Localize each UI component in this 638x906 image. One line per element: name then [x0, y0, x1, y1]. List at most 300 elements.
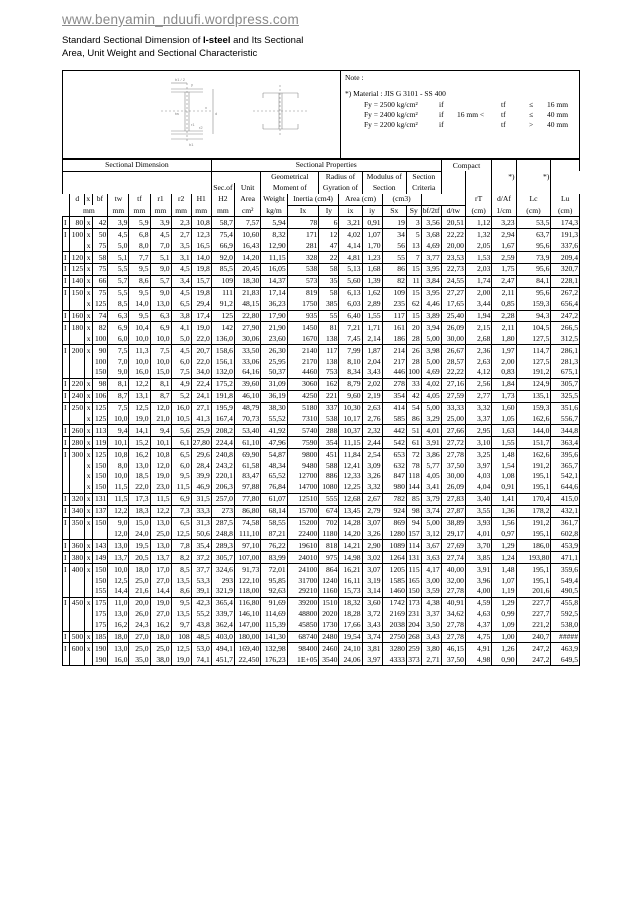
hdr-section: Section — [362, 183, 406, 194]
table-cell: 29210 — [287, 586, 319, 597]
table-cell: 156,1 — [211, 356, 234, 367]
cell-x: x — [85, 390, 92, 402]
table-cell: 27,87 — [441, 505, 465, 517]
table-cell: 12,0 — [108, 529, 129, 540]
cell-d: 150 — [71, 288, 84, 298]
table-cell: 171 — [287, 229, 319, 240]
fy-lower: 16 mm < — [457, 110, 485, 119]
table-cell: 14,4 — [150, 586, 171, 597]
table-cell: 9,0 — [150, 264, 171, 276]
table-cell: 65,52 — [261, 471, 287, 482]
table-cell: 13,45 — [339, 505, 362, 517]
table-cell: 3,67 — [421, 540, 441, 552]
table-cell: 24,06 — [339, 654, 362, 665]
table-cell: 3,07 — [362, 564, 382, 575]
table-cell: 117 — [319, 345, 339, 356]
table-cell: 538 — [287, 264, 319, 276]
fy-if: if — [439, 110, 444, 119]
table-cell: 12,0 — [150, 402, 171, 413]
profile-marker: I — [63, 597, 70, 608]
table-cell: 10,0 — [129, 333, 150, 344]
fy-tf: tf — [501, 120, 506, 129]
cell-x: x — [85, 252, 92, 264]
table-cell: 8,5 — [171, 564, 191, 575]
table-cell: 6,3 — [150, 310, 171, 322]
table-cell: 92,63 — [261, 586, 287, 597]
table-cell: 12,0 — [150, 460, 171, 471]
page-subtitle: Area, Unit Weight and Sectional Characteristic — [62, 48, 258, 59]
table-cell: 7,3 — [171, 505, 191, 517]
profile-marker — [63, 482, 70, 493]
table-cell: 7,5 — [108, 402, 129, 413]
table-cell: 3,81 — [362, 643, 382, 654]
profile-marker — [63, 356, 70, 367]
table-cell: 114,69 — [261, 609, 287, 620]
table-cell: 10,0 — [129, 356, 150, 367]
table-cell: 1,84 — [492, 378, 516, 390]
profile-marker: I — [63, 631, 70, 643]
table-cell: 8,1 — [150, 378, 171, 390]
table-cell: 5,2 — [171, 390, 191, 402]
table-cell: 174,3 — [551, 217, 580, 229]
table-cell: 585 — [382, 414, 406, 425]
hdr-unit: Unit — [234, 183, 260, 194]
cell-bf — [92, 529, 108, 540]
table-cell: 3,55 — [465, 505, 491, 517]
hdr-H2: H2 — [211, 194, 234, 205]
table-cell: 344,8 — [551, 425, 580, 437]
table-cell: 25,95 — [261, 356, 287, 367]
table-body — [63, 217, 580, 666]
table-cell: 864 — [319, 564, 339, 575]
cell-bf: 125 — [92, 449, 108, 460]
table-cell: 339,7 — [211, 609, 234, 620]
table-cell: 13,7 — [150, 552, 171, 564]
table-cell: 463,9 — [551, 643, 580, 654]
cell-x: x — [85, 378, 92, 390]
table-cell: 4,91 — [465, 643, 491, 654]
cell-bf: 149 — [92, 552, 108, 564]
profile-marker: I — [63, 217, 70, 229]
table-cell: 15,7 — [191, 275, 211, 287]
cell-x: x — [85, 540, 92, 552]
cell-d — [70, 529, 85, 540]
table-cell: 30,06 — [234, 333, 260, 344]
cell-x: x — [85, 240, 92, 251]
table-cell: 1089 — [382, 540, 406, 552]
table-cell: 5,0 — [108, 240, 129, 251]
profile-marker — [63, 529, 70, 540]
table-cell: 6,5 — [171, 517, 191, 528]
table-cell: 4250 — [287, 390, 319, 402]
table-cell: 14,21 — [339, 540, 362, 552]
table-cell: 3,37 — [465, 414, 491, 425]
table-row — [63, 310, 580, 322]
table-cell: 178,2 — [516, 505, 551, 517]
table-cell: 248,8 — [211, 529, 234, 540]
table-cell: 37,7 — [191, 564, 211, 575]
hdr-r1: r1 — [150, 194, 171, 205]
table-cell: 19,8 — [191, 264, 211, 276]
table-cell: 2,56 — [465, 378, 491, 390]
table-cell: 490,5 — [551, 586, 580, 597]
cell-d — [70, 471, 85, 482]
table-cell: 47 — [319, 240, 339, 251]
cell-x: x — [85, 643, 92, 654]
table-cell: 191,8 — [211, 390, 234, 402]
cell-bf: 82 — [92, 322, 108, 333]
table-cell: 9,60 — [339, 390, 362, 402]
table-cell: 19,5 — [129, 540, 150, 552]
table-row — [63, 471, 580, 482]
table-cell: 3,94 — [421, 322, 441, 333]
table-cell: 28,57 — [441, 356, 465, 367]
table-cell: 10,0 — [108, 471, 129, 482]
table-cell: 415,0 — [551, 493, 580, 505]
table-cell: 4,05 — [421, 471, 441, 482]
hdr-star-lu: *) — [516, 171, 551, 182]
table-cell: 9,7 — [171, 620, 191, 631]
table-row — [63, 575, 580, 586]
table-cell: 2,79 — [362, 505, 382, 517]
table-cell: 117 — [382, 310, 406, 322]
cell-x: x — [85, 631, 92, 643]
table-cell: 27,83 — [441, 493, 465, 505]
hdr-dAf: d/Af — [492, 194, 516, 205]
hdr-d: d — [70, 194, 85, 205]
table-cell: 7,57 — [234, 217, 260, 229]
cell-d: 320 — [71, 494, 84, 504]
hdr-geometrical: Geometrical — [261, 171, 319, 182]
diagram-label-x: x — [205, 105, 207, 110]
table-cell: 4,9 — [171, 378, 191, 390]
profile-marker — [63, 609, 70, 620]
table-cell: 8,0 — [129, 240, 150, 251]
table-cell: 1,70 — [362, 240, 382, 251]
cell-bf: 150 — [92, 482, 108, 493]
table-cell: 632 — [382, 460, 406, 471]
table-cell: 48800 — [287, 609, 319, 620]
hdr-tw: tw — [108, 194, 129, 205]
table-cell: 7,21 — [339, 322, 362, 333]
table-cell: 27,0 — [129, 631, 150, 643]
table-cell: 39,1 — [191, 586, 211, 597]
table-row — [63, 540, 580, 552]
table-cell: 141,30 — [261, 631, 287, 643]
table-cell: 26,09 — [441, 482, 465, 493]
table-cell: 4,01 — [465, 529, 491, 540]
table-cell: 159,3 — [516, 299, 551, 310]
table-cell: 15,73 — [339, 586, 362, 597]
table-cell: 1,41 — [492, 493, 516, 505]
table-cell: 12 — [319, 229, 339, 240]
table-cell: 10,30 — [339, 402, 362, 413]
table-cell: 48,15 — [234, 299, 260, 310]
table-cell: 4,46 — [421, 299, 441, 310]
table-cell: 321,9 — [211, 586, 234, 597]
table-cell: 324,6 — [211, 564, 234, 575]
profile-marker: I — [63, 275, 70, 287]
hdr-Lc: Lc — [516, 194, 551, 205]
table-cell: 144,0 — [516, 425, 551, 437]
table-cell: 161 — [382, 322, 406, 333]
cell-x: x — [85, 449, 92, 460]
cell-bf: 42 — [92, 217, 108, 229]
profile-marker — [63, 299, 70, 310]
cell-bf: 175 — [92, 609, 108, 620]
hdr-moment-of: Moment of — [261, 183, 319, 194]
table-cell: 46,10 — [234, 390, 260, 402]
table-cell: 53,3 — [191, 575, 211, 586]
table-cell: 17,65 — [441, 299, 465, 310]
table-cell: 4,5 — [171, 264, 191, 276]
table-cell: 3,21 — [339, 217, 362, 229]
table-cell: 78 — [406, 460, 421, 471]
table-cell: 3 — [406, 217, 421, 229]
table-cell: 22,73 — [441, 264, 465, 276]
hdr-tf: tf — [129, 194, 150, 205]
table-cell: 35,4 — [191, 540, 211, 552]
table-cell: 2,59 — [492, 252, 516, 264]
table-cell: 151,7 — [516, 437, 551, 449]
table-cell: 195,1 — [516, 529, 551, 540]
table-cell: 6,13 — [339, 287, 362, 298]
page-title — [62, 35, 303, 46]
table-cell: 1160 — [319, 586, 339, 597]
table-cell: 13,5 — [171, 575, 191, 586]
table-cell: 9,5 — [171, 597, 191, 608]
table-cell: 20,45 — [234, 264, 260, 276]
table-cell: 1,07 — [492, 575, 516, 586]
table-cell: 1240 — [319, 575, 339, 586]
profile-marker: I — [63, 437, 70, 449]
table-cell: 24,10 — [339, 643, 362, 654]
cell-bf: 137 — [92, 505, 108, 517]
table-cell: 107,00 — [234, 552, 260, 564]
cell-d: 125 — [71, 264, 84, 274]
table-cell: 3,02 — [362, 552, 382, 564]
table-row — [63, 414, 580, 425]
table-cell: 2,02 — [362, 378, 382, 390]
table-row — [63, 275, 580, 287]
cell-d — [70, 586, 85, 597]
table-cell: 76,22 — [261, 540, 287, 552]
table-cell: 555 — [319, 493, 339, 505]
table-cell: 20 — [406, 322, 421, 333]
profile-marker — [63, 471, 70, 482]
table-cell: 111,10 — [234, 529, 260, 540]
table-cell: 61,58 — [234, 460, 260, 471]
table-cell: 122,10 — [234, 575, 260, 586]
table-cell: 16,05 — [261, 264, 287, 276]
cell-bf: 125 — [92, 402, 108, 413]
cell-x: x — [85, 471, 92, 482]
cell-x: x — [85, 287, 92, 298]
cell-bf: 75 — [92, 264, 108, 276]
table-cell: 221,2 — [516, 620, 551, 631]
table-cell: 5,60 — [339, 275, 362, 287]
hdr-weight: Weight — [261, 194, 287, 205]
table-cell: 5,1 — [150, 252, 171, 264]
profile-marker: I — [63, 540, 70, 552]
table-cell: 2,32 — [362, 425, 382, 437]
table-cell: 2,71 — [421, 654, 441, 665]
cell-bf: 74 — [92, 310, 108, 322]
cell-x: x — [85, 505, 92, 517]
table-cell: 3,79 — [421, 493, 441, 505]
table-row — [63, 552, 580, 564]
table-cell: 975 — [319, 552, 339, 564]
table-cell: 3,89 — [421, 310, 441, 322]
table-cell: 19,8 — [191, 287, 211, 298]
table-cell: 6,5 — [171, 299, 191, 310]
table-cell: 2140 — [287, 345, 319, 356]
table-cell: 22,0 — [129, 482, 150, 493]
table-cell: 55,52 — [261, 414, 287, 425]
profile-marker: I — [63, 402, 70, 413]
diagram-label-top: b1 / 2 — [175, 77, 186, 82]
i-steel-table — [62, 159, 580, 666]
table-row — [63, 390, 580, 402]
cell-x — [85, 356, 92, 367]
table-cell: 592,5 — [551, 609, 580, 620]
table-cell: 6,3 — [108, 310, 129, 322]
fy-if: if — [439, 120, 444, 129]
table-cell: 471,1 — [551, 552, 580, 564]
cell-bf: 190 — [92, 654, 108, 665]
table-cell: 4,98 — [465, 654, 491, 665]
table-row — [63, 402, 580, 413]
cell-x: x — [85, 322, 92, 333]
table-cell: 312,5 — [551, 333, 580, 344]
table-cell: 4460 — [287, 367, 319, 378]
table-cell: 361,7 — [551, 517, 580, 528]
table-cell: 31,3 — [191, 517, 211, 528]
table-cell: 3,96 — [465, 575, 491, 586]
table-cell: 2,95 — [465, 425, 491, 437]
table-cell: 14700 — [287, 482, 319, 493]
table-cell: 3,07 — [362, 517, 382, 528]
table-cell: 41,92 — [261, 425, 287, 437]
profile-marker: I — [63, 252, 70, 264]
table-cell: 78 — [287, 217, 319, 229]
table-cell: 132,98 — [261, 643, 287, 654]
cell-x — [85, 654, 92, 665]
cell-bf: 175 — [92, 620, 108, 631]
table-cell: 19,0 — [171, 654, 191, 665]
table-row — [63, 264, 580, 276]
table-cell: 13,0 — [150, 517, 171, 528]
table-cell: 4,63 — [465, 609, 491, 620]
fy-value: Fy = 2500 kg/cm² — [364, 100, 418, 109]
cell-d — [70, 620, 85, 631]
table-cell: 116,80 — [234, 597, 260, 608]
table-cell: 34,62 — [441, 609, 465, 620]
table-cell: 2,68 — [465, 333, 491, 344]
table-cell: 8,7 — [150, 390, 171, 402]
cell-bf: 185 — [92, 631, 108, 643]
table-cell: 17,0 — [150, 564, 171, 575]
table-cell: 674 — [319, 505, 339, 517]
table-cell: 3,95 — [421, 264, 441, 276]
table-cell: 3280 — [382, 643, 406, 654]
table-row — [63, 425, 580, 437]
table-row — [63, 437, 580, 449]
hdr-compact-section: Section — [406, 171, 441, 182]
profile-marker — [63, 414, 70, 425]
table-cell: 21,0 — [150, 414, 171, 425]
table-cell: 10,5 — [171, 414, 191, 425]
table-cell: 3,32 — [362, 482, 382, 493]
table-cell: 1,94 — [465, 310, 491, 322]
table-cell: 170,4 — [516, 493, 551, 505]
table-cell: 40,91 — [441, 597, 465, 608]
table-cell: 8,6 — [129, 275, 150, 287]
site-url[interactable]: www.benyamin_nduufi.wordpress.com — [62, 12, 299, 27]
table-cell: 12,5 — [108, 575, 129, 586]
table-cell: 328 — [287, 252, 319, 264]
table-cell: 0,91 — [492, 482, 516, 493]
table-cell: 653 — [382, 449, 406, 460]
table-cell: 3,43 — [362, 620, 382, 631]
table-cell: 72 — [406, 449, 421, 460]
table-cell: 16,2 — [129, 449, 150, 460]
cell-bf: 113 — [92, 425, 108, 437]
table-cell: 10,8 — [150, 449, 171, 460]
group-compact: Compact — [441, 160, 492, 172]
table-cell: 138 — [319, 333, 339, 344]
table-cell: 68740 — [287, 631, 319, 643]
table-cell: 3540 — [319, 654, 339, 665]
table-cell: 0,97 — [492, 529, 516, 540]
table-cell: 278 — [382, 378, 406, 390]
table-cell: 267,2 — [551, 287, 580, 298]
hdr-gyration-of: Gyration of — [319, 183, 362, 194]
cell-bf: 150 — [92, 517, 108, 528]
table-row — [63, 620, 580, 631]
table-cell: 3,74 — [362, 631, 382, 643]
table-cell: 1080 — [319, 482, 339, 493]
table-cell: 36,19 — [261, 390, 287, 402]
table-cell: 5740 — [287, 425, 319, 437]
table-cell: 5,7 — [108, 275, 129, 287]
profile-marker: I — [63, 564, 70, 575]
table-cell: 1,97 — [492, 345, 516, 356]
table-cell: 1,55 — [492, 437, 516, 449]
table-cell: 3,8 — [171, 310, 191, 322]
table-cell: 16,2 — [150, 620, 171, 631]
table-cell: 147,00 — [234, 620, 260, 631]
cell-x: x — [85, 597, 92, 608]
table-cell: ##### — [551, 631, 580, 643]
table-cell: 14,98 — [339, 552, 362, 564]
table-cell: 782 — [382, 493, 406, 505]
table-cell: 37,50 — [441, 654, 465, 665]
table-cell: 2,04 — [362, 356, 382, 367]
table-row — [63, 449, 580, 460]
table-cell: 3,9 — [108, 217, 129, 229]
profile-marker: I — [63, 552, 70, 564]
table-cell: 42,3 — [191, 597, 211, 608]
table-cell: 77,80 — [234, 493, 260, 505]
table-cell: 43,8 — [191, 620, 211, 631]
table-cell: 5,7 — [150, 275, 171, 287]
cell-bf: 106 — [92, 390, 108, 402]
cell-x: x — [85, 460, 92, 471]
table-cell: 9480 — [287, 460, 319, 471]
table-cell: 7,5 — [171, 367, 191, 378]
table-cell: 75,4 — [211, 229, 234, 240]
